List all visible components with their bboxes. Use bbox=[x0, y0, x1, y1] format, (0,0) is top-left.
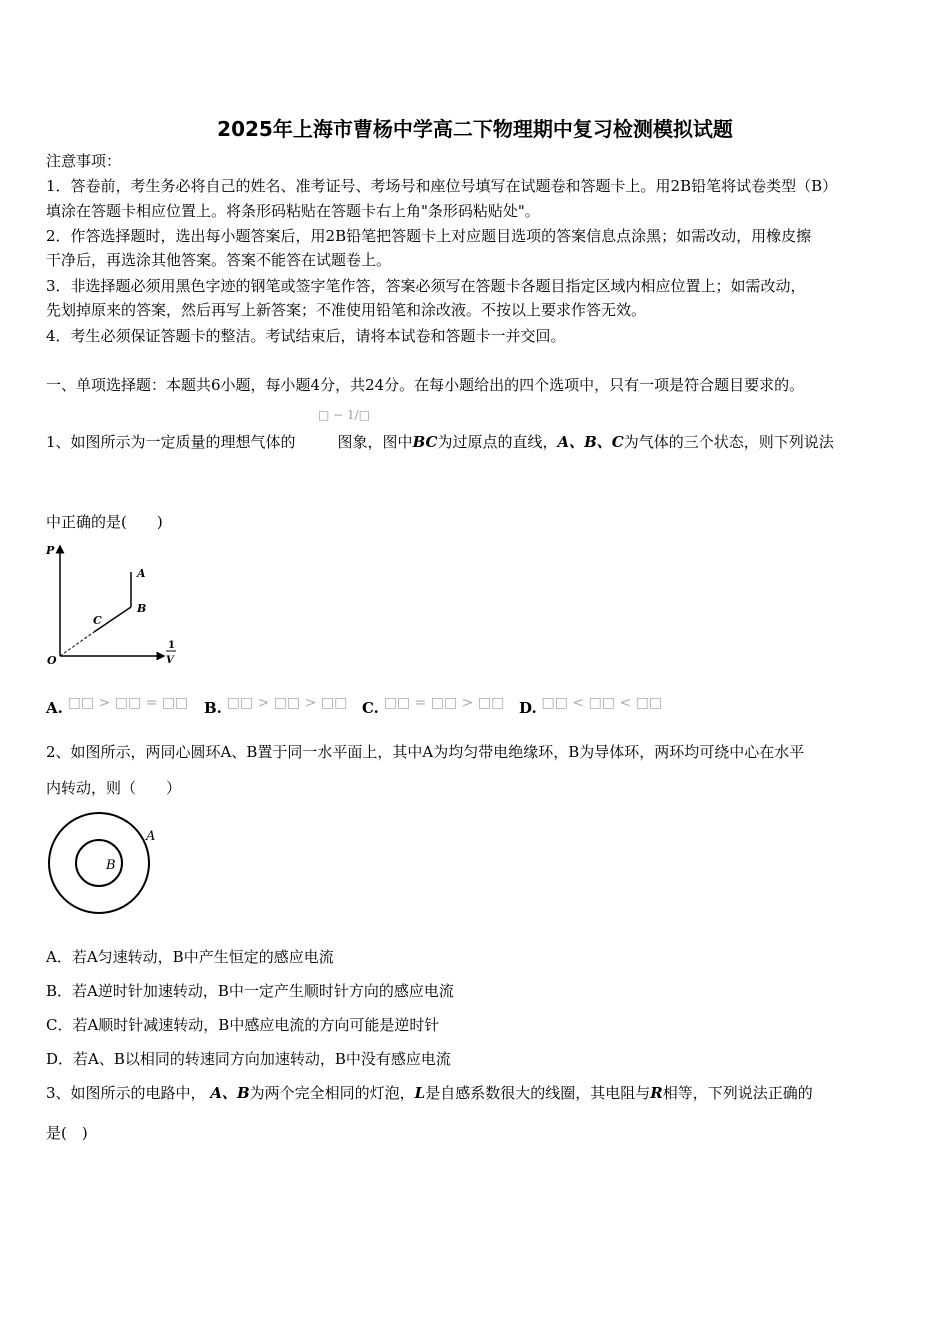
p-v-graph bbox=[44, 540, 184, 670]
option-expr: □□ > □□ = □□ bbox=[67, 695, 189, 711]
notice-line: 1．答卷前，考生务必将自己的姓名、准考证号、考场号和座位号填写在试题卷和答题卡上。用2B铅笔将试卷类型（B） bbox=[46, 177, 838, 195]
q1-pre: 1、如图所示为一定质量的理想气体的 bbox=[46, 433, 296, 451]
page-title: 2025年上海市曹杨中学高二下物理期中复习检测模拟试题 bbox=[217, 117, 733, 141]
concentric-rings-figure bbox=[44, 808, 164, 918]
notice-header: 注意事项： bbox=[46, 152, 122, 170]
question-3-line2: 是( ) bbox=[46, 1124, 88, 1142]
label-a: A bbox=[137, 567, 146, 580]
option-label: A. bbox=[46, 699, 63, 717]
notice-line: 先划掉原来的答案，然后再写上新答案；不准使用铅笔和涂改液。不按以上要求作答无效。 bbox=[46, 301, 647, 319]
question-1-text bbox=[46, 432, 834, 452]
q1-post: 为气体的三个状态，则下列说法 bbox=[623, 433, 834, 451]
label-o: O bbox=[47, 654, 57, 667]
formula-image: □ − 1/□ bbox=[318, 408, 371, 422]
option-label: D. bbox=[519, 699, 537, 717]
q3-ab: A、B bbox=[210, 1084, 250, 1102]
q1-option-b[interactable] bbox=[204, 693, 348, 717]
q3-mid2: 是自感系数很大的线圈，其电阻与 bbox=[425, 1084, 651, 1102]
dashed-line bbox=[60, 632, 94, 656]
question-3-text bbox=[46, 1083, 813, 1103]
q2-option-d[interactable]: D．若A、B以相同的转速同方向加速转动，B中没有感应电流 bbox=[46, 1050, 451, 1068]
q2-option-c[interactable]: C．若A顺时针减速转动，B中感应电流的方向可能是逆时针 bbox=[46, 1016, 440, 1034]
q3-post: 相等，下列说法正确的 bbox=[662, 1084, 813, 1102]
q1-mid1: 图象，图中 bbox=[337, 433, 413, 451]
label-p: P bbox=[46, 544, 55, 557]
option-expr: □□ > □□ > □□ bbox=[226, 695, 348, 711]
label-a: A bbox=[146, 829, 156, 844]
q3-mid1: 为两个完全相同的灯泡， bbox=[249, 1084, 415, 1102]
q2-option-a[interactable]: A．若A匀速转动，B中产生恒定的感应电流 bbox=[46, 948, 334, 966]
label-c: C bbox=[93, 614, 102, 627]
label-x-den: V bbox=[166, 655, 174, 666]
question-1-line2: 中正确的是( ) bbox=[46, 513, 163, 531]
label-x-num: 1 bbox=[168, 640, 175, 651]
q2-option-b[interactable]: B．若A逆时针加速转动，B中一定产生顺时针方向的感应电流 bbox=[46, 982, 454, 1000]
label-b: B bbox=[137, 602, 147, 615]
question-2-line2: 内转动，则（ ） bbox=[46, 779, 182, 797]
q1-option-a[interactable] bbox=[46, 693, 189, 717]
option-expr: □□ = □□ > □□ bbox=[383, 695, 505, 711]
q3-pre: 3、如图所示的电路中， bbox=[46, 1084, 206, 1102]
notice-line: 3．非选择题必须用黑色字迹的钢笔或签字笔作答，答案必须写在答题卡各题目指定区域内相应位置上；如需改动， bbox=[46, 277, 806, 295]
option-label: B. bbox=[204, 699, 222, 717]
question-2-line1: 2、如图所示，两同心圆环A、B置于同一水平面上，其中A为均匀带电绝缘环，B为导体环，两环均可绕中心在水平 bbox=[46, 743, 805, 761]
notice-line: 4．考生必须保证答题卡的整洁。考试结束后，请将本试卷和答题卡一并交回。 bbox=[46, 327, 566, 345]
option-label: C. bbox=[362, 699, 379, 717]
q1-abc: A、B、C bbox=[557, 433, 624, 451]
notice-line: 干净后，再选涂其他答案。答案不能答在试题卷上。 bbox=[46, 251, 392, 269]
section-heading: 一、单项选择题：本题共6小题，每小题4分，共24分。在每小题给出的四个选项中，只有一项是符合题目要求的。 bbox=[46, 376, 805, 394]
q1-option-c[interactable] bbox=[362, 693, 505, 717]
notice-line: 2．作答选择题时，选出每小题答案后，用2B铅笔把答题卡上对应题目选项的答案信息点涂黑；如需改动，用橡皮擦 bbox=[46, 227, 812, 245]
label-b: B bbox=[106, 858, 116, 873]
option-expr: □□ < □□ < □□ bbox=[541, 695, 663, 711]
q3-r: R bbox=[650, 1084, 663, 1102]
q1-bc: BC bbox=[412, 433, 438, 451]
ring-a bbox=[49, 813, 149, 913]
q1-option-d[interactable] bbox=[519, 693, 663, 717]
q1-mid2: 为过原点的直线， bbox=[437, 433, 558, 451]
notice-line: 填涂在答题卡相应位置上。将条形码粘贴在答题卡右上角"条形码粘贴处"。 bbox=[46, 202, 540, 220]
q3-l: L bbox=[414, 1084, 426, 1102]
